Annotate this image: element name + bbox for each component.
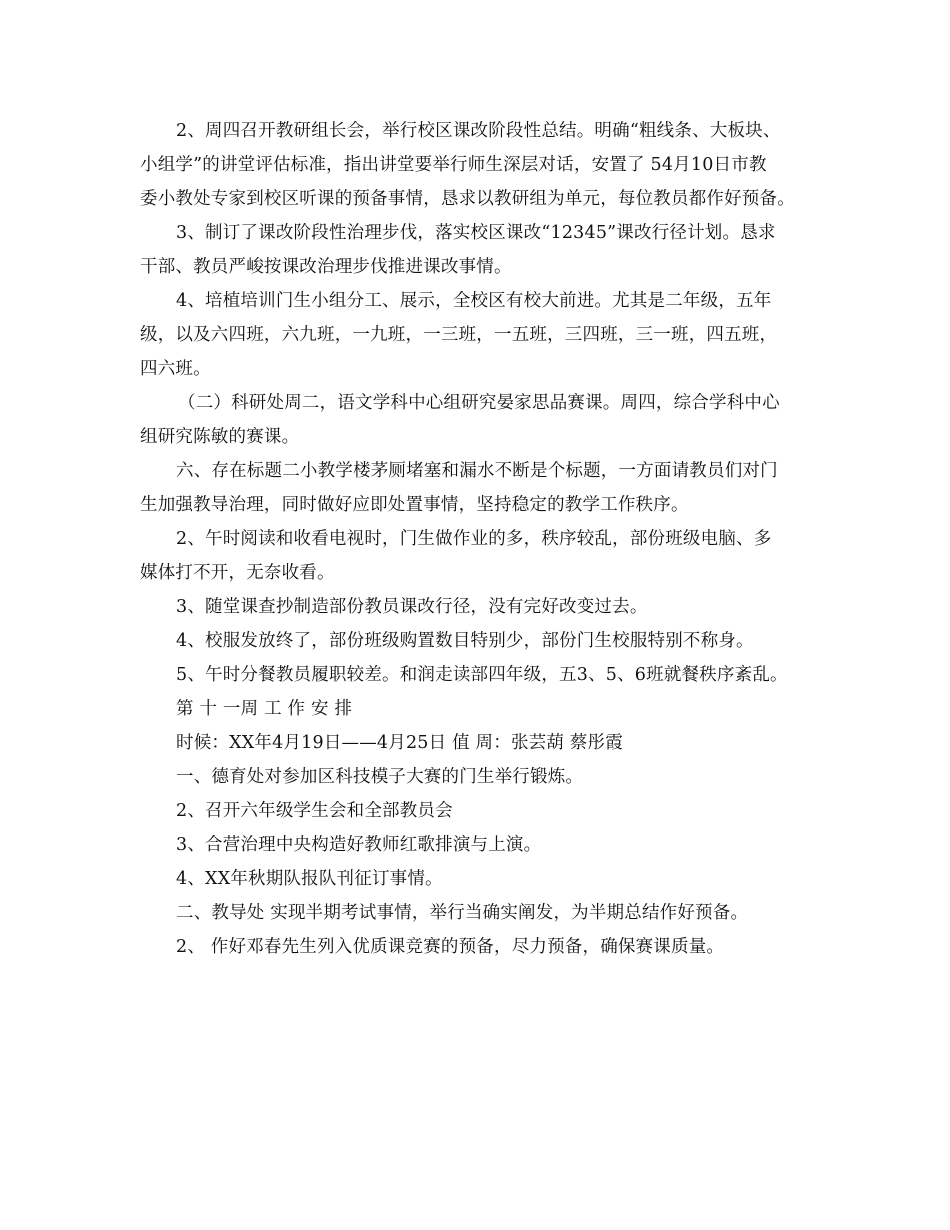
paragraph-line: 委小教处专家到校区听课的预备事情，恳求以教研组为单元，每位教员都作好预备。 <box>140 189 795 209</box>
paragraph-line: 3、合营治理中央构造好教师红歌排演与上演。 <box>176 835 542 855</box>
paragraph-line: 3、随堂课查抄制造部份教员课改行径，没有完好改变过去。 <box>176 597 648 617</box>
paragraph-line: 2、周四召开教研组长会，举行校区课改阶段性总结。明确“粗线条、大板块、 <box>176 121 781 141</box>
paragraph-line: 媒体打不开，无奈收看。 <box>140 563 335 583</box>
paragraph-line: 四六班。 <box>140 359 211 379</box>
paragraph-line: 二、教导处 实现半期考试事情，举行当确实阐发，为半期总结作好预备。 <box>176 903 749 923</box>
paragraph-line: 3、制订了课改阶段性治理步伐，落实校区课改“12345”课改行径计划。恳求 <box>176 223 776 243</box>
paragraph-line: 小组学”的讲堂评估标准，指出讲堂要举行师生深层对话，安置了 54月10日市教 <box>140 155 767 175</box>
paragraph-line: 组研究陈敏的赛课。 <box>140 427 300 447</box>
duty-schedule-line: 时候：XX年4月19日——4月25日 值 周：张芸葫 蔡彤霞 <box>176 733 623 753</box>
document-body <box>140 114 830 964</box>
paragraph-line: 2、午时阅读和收看电视时，门生做作业的多，秩序较乱，部份班级电脑、多 <box>176 529 772 549</box>
paragraph-line: 2、 作好邓春先生列入优质课竞赛的预备，尽力预备，确保赛课质量。 <box>176 937 725 957</box>
paragraph-line: 级，以及六四班，六九班，一九班，一三班，一五班，三四班，三一班，四五班， <box>140 325 778 345</box>
paragraph-line: （二）科研处周二，语文学科中心组研究晏家思品赛课。周四，综合学科中心 <box>178 393 780 413</box>
paragraph-line: 干部、教员严峻按课改治理步伐推进课改事情。 <box>140 257 512 277</box>
paragraph-line: 一、德育处对参加区科技模子大赛的门生举行锻炼。 <box>176 767 584 787</box>
paragraph-line: 生加强教导治理，同时做好应即处置事情，坚持稳定的教学工作秩序。 <box>140 495 689 515</box>
paragraph-line: 4、XX年秋期队报队刊征订事情。 <box>176 869 443 889</box>
paragraph-line: 4、校服发放终了，部份班级购置数目特别少，部份门生校服特别不称身。 <box>176 631 754 651</box>
section-heading: 第 十 一周 工 作 安 排 <box>176 699 353 719</box>
paragraph-line: 六、存在标题二小教学楼茅厕堵塞和漏水不断是个标题，一方面请教员们对门 <box>176 461 778 481</box>
paragraph-line: 5、午时分餐教员履职较差。和润走读部四年级，五3、5、6班就餐秩序紊乱。 <box>176 665 788 685</box>
paragraph-line: 4、培植培训门生小组分工、展示，全校区有校大前进。尤其是二年级，五年 <box>176 291 772 311</box>
paragraph-line: 2、召开六年级学生会和全部教员会 <box>176 801 453 821</box>
